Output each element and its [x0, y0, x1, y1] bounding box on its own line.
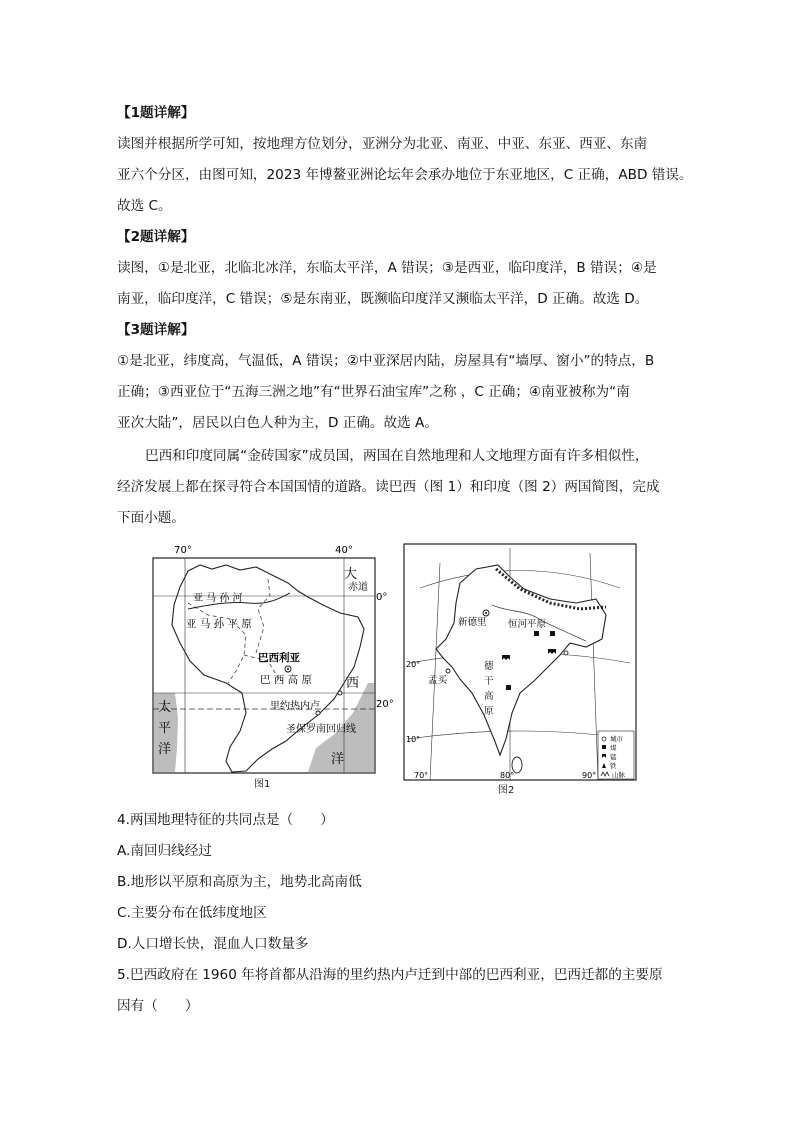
question-4-option-a: A.南回归线经过: [117, 843, 212, 859]
fig2-lat-20: 20°: [406, 660, 421, 669]
fig1-lon-70: 70°: [174, 545, 192, 556]
fig1-lat-0: 0°: [376, 592, 388, 603]
intro-line-2: 经济发展上都在探寻符合本国国情的道路。读巴西（图 1）和印度（图 2）两国简图，完成: [117, 479, 660, 495]
fig2-deccan-1: 德: [484, 661, 494, 672]
fig1-pacific-2: 平: [158, 721, 172, 736]
fig1-brasilia-label: 巴西利亚: [258, 652, 300, 664]
section-3-line-2: 正确；③西亚位于“五海三洲之地”有“世界石油宝库”之称 ，C 正确；④南亚被称为“南: [117, 384, 630, 400]
fig1-atlantic-1: 大: [344, 567, 358, 582]
section-1-line-2: 亚六个分区，由图可知，2023 年博鳌亚洲论坛年会承办地位于东亚地区，C 正确，ABD 错误。: [117, 167, 693, 183]
fig2-legend-manganese: 锰: [610, 753, 617, 761]
question-5-stem-line-2: 因有（ ）: [117, 998, 199, 1014]
fig2-deccan-4: 原: [484, 706, 494, 717]
fig2-lat-10: 10°: [406, 735, 421, 744]
fig2-deccan-3: 高: [484, 691, 494, 702]
figure-2-india-map: [400, 543, 640, 795]
question-4-stem: 4.两国地理特征的共同点是（ ）: [117, 812, 334, 828]
fig1-amazon-river-label: 亚 马 孙 河: [193, 593, 243, 604]
question-4-option-c: C.主要分布在低纬度地区: [117, 905, 267, 921]
section-3-line-1: ①是北亚，纬度高，气温低，A 错误；②中亚深居内陆，房屋具有“墙厚、窗小”的特点，B: [117, 353, 655, 369]
fig2-mumbai-label: 孟买: [428, 675, 448, 686]
figure-2-caption: 图2: [498, 785, 515, 796]
fig1-atlantic-3: 洋: [331, 752, 345, 767]
figure-1-caption: 图1: [254, 779, 271, 790]
fig2-legend-iron: 铁: [610, 762, 617, 770]
fig2-lon-90: 90°: [582, 771, 597, 780]
question-5-stem-line-1: 5.巴西政府在 1960 年将首都从沿海的里约热内卢迁到中部的巴西利亚，巴西迁都的主要原: [117, 967, 663, 983]
fig2-ganges-plain-label: 恒河平原: [508, 619, 547, 630]
section-3-line-3: 亚次大陆”，居民以白色人种为主，D 正确。故选 A。: [117, 415, 438, 431]
fig1-lat-20: 20°: [376, 699, 394, 710]
question-4-option-b: B.地形以平原和高原为主，地势北高南低: [117, 874, 362, 890]
fig2-legend-mountain: 山脉: [612, 771, 625, 779]
fig2-legend-city: 城市: [610, 735, 623, 743]
fig2-lon-70: 70°: [414, 771, 429, 780]
intro-line-1: 巴西和印度同属“金砖国家”成员国，两国在自然地理和人文地理方面有许多相似性，: [145, 448, 649, 464]
fig2-lon-80: 80°: [500, 771, 515, 780]
question-4-option-d: D.人口增长快，混血人口数量多: [117, 936, 309, 952]
fig1-amazon-plain-label: 亚 马 孙 平 原: [186, 618, 252, 630]
section-1-line-1: 读图并根据所学可知，按地理方位划分，亚洲分为北亚、南亚、中亚、东亚、西亚、东南: [117, 136, 648, 152]
fig1-lon-40: 40°: [335, 545, 353, 556]
fig2-deccan-2: 干: [484, 676, 494, 687]
fig1-tropic-label: 圣保罗南回归线: [286, 724, 356, 735]
figure-1-brazil-map: [148, 543, 394, 793]
fig2-legend-coal: 煤: [610, 744, 617, 752]
fig1-rio-label: 里约热内卢: [270, 701, 320, 712]
section-2-line-2: 南亚，临印度洋，C 错误；⑤是东南亚，既濒临印度洋又濒临太平洋，D 正确。故选 D。: [117, 291, 649, 307]
fig1-equator-label: 赤道: [348, 582, 368, 593]
fig2-legend: [598, 731, 634, 779]
section-3-header: 【3题详解】: [117, 322, 195, 338]
section-2-line-1: 读图，①是北亚，北临北冰洋，东临太平洋，A 错误；③是西亚，临印度洋，B 错误；④是: [117, 260, 657, 276]
fig1-pacific-3: 洋: [158, 742, 172, 757]
section-1-header: 【1题详解】: [117, 105, 195, 121]
fig1-plateau-label: 巴 西 高 原: [260, 674, 313, 686]
fig1-atlantic-2: 西: [346, 676, 360, 691]
intro-line-3: 下面小题。: [117, 510, 185, 526]
fig2-new-delhi-label: 新德里: [458, 617, 487, 628]
section-1-line-3: 故选 C。: [117, 198, 172, 214]
section-2-header: 【2题详解】: [117, 229, 195, 245]
fig1-pacific-1: 太: [158, 700, 172, 715]
